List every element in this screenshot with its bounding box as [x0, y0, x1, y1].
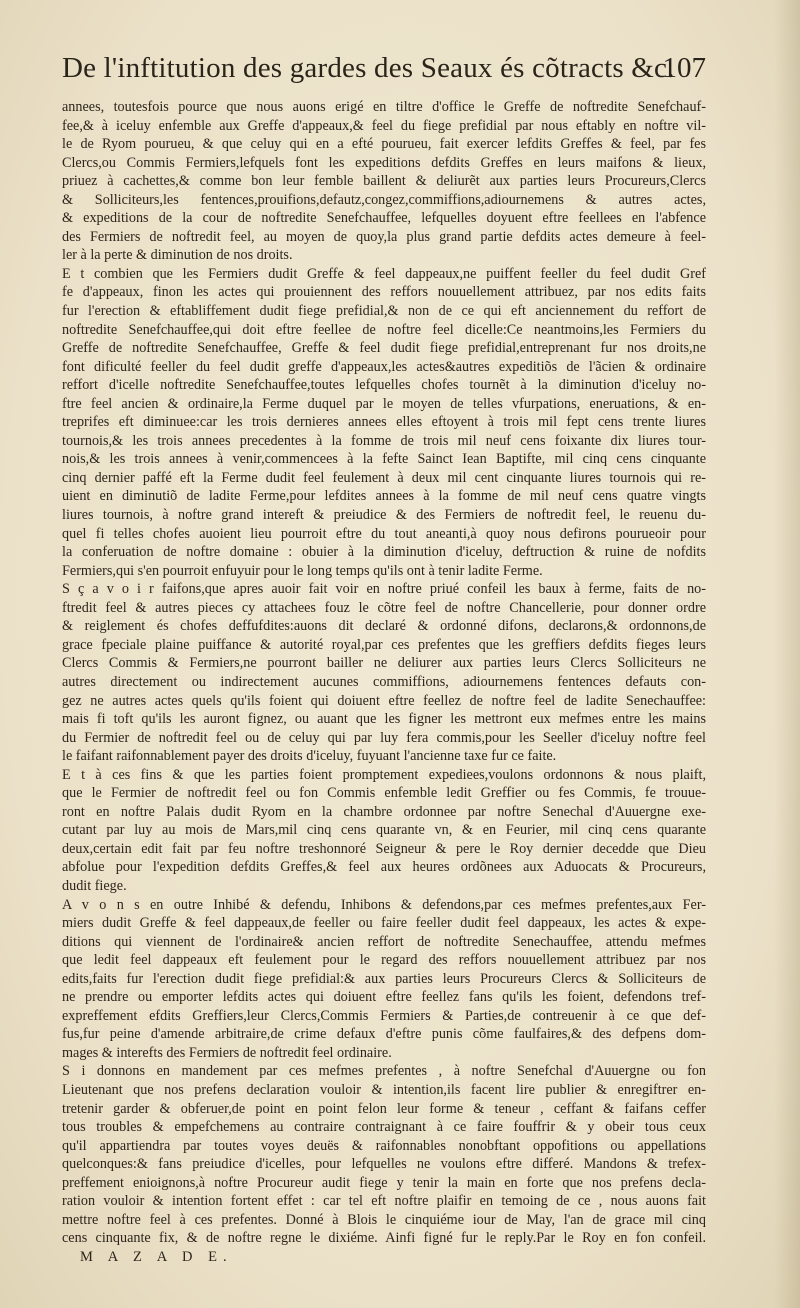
text-line: le de Ryom pourueu, & que celuy qui en a efté pourueu, fait exercer lefdits Greffes & feel, par fes	[62, 136, 706, 153]
text-line: tournois,& les trois annees precedentes à la fomme de trois mil neuf cens foixante dix liures tour-	[62, 432, 706, 449]
text-line: quel fi telles chofes auoient lieu pourroit eftre du tout aneanti,à quoy nous defirons pourueoir pour	[62, 525, 706, 542]
text-line: ration vouloir & intention fortent effet : car tel eft noftre plaifir en temoing de ce , nous auons fait	[62, 1193, 706, 1210]
text-line: dudit fiege.	[62, 877, 127, 894]
text-line: ftredit feel & autres pieces cy attachees fouz le cõtre feel de noftre Chancellerie, pour donner ordre	[62, 599, 706, 616]
text-line: fee,& à iceluy enfemble aux Greffe d'appeaux,& feel du fiege prefidial par nous eftably en noftre vil-	[62, 117, 706, 134]
running-title: De l'inftitution des gardes des Seaux és cõtracts &c.	[62, 52, 675, 84]
text-line: fur l'erection & eftabliffement dudit fiege prefidial,& non de ce qui eft anciennement du reffort de	[62, 303, 706, 320]
text-line: du Fermier de noftredit feel ou de celuy qui par luy fera commis,pour les Seeller d'iceluy noftre feel	[62, 729, 706, 746]
text-line: Clercs,ou Commis Fermiers,lefquels font les expeditions defdits Greffes en leurs maifons & lieux,	[62, 154, 706, 171]
text-line: deux,certain edit fait par feu noftre treshonnoré Seigneur & pere le Roy dernier decedde que Dieu	[62, 840, 706, 857]
text-line: fe d'appeaux, finon les actes qui prouiennent des reffors nouuellement attribuez, par nos edits faits	[62, 284, 706, 301]
text-line: quelconques:& fans preiudice d'icelles, pour lefquelles ne voulons eftre differé. Mandons & trefex-	[62, 1156, 706, 1173]
text-line: la conferuation de noftre domaine : obuier à la diminution d'iceluy, deftruction & ruine de nofdits	[62, 544, 706, 561]
text-line: le faifant raifonnablement payer des droits d'iceluy, fuyuant l'ancienne taxe fur ce faite.	[62, 748, 557, 765]
text-line: mettre noftre feel à ces prefentes. Donné à Blois le cinquiéme iour de May, l'an de grace mil cinq	[62, 1211, 706, 1228]
text-line: que le Fermier de noftredit feel ou fon Commis enfemble ledit Greffier ou fes Commis, fe trouue-	[62, 785, 706, 802]
text-line: reffort d'icelle noftredite Senefchauffee,toutes lefquelles chofes tournẽt à la diminution d'iceluy no-	[62, 377, 706, 394]
text-line: autres directement ou indirectement aucunes commiffions, adiournemens fentences defauts con-	[62, 673, 706, 690]
signature: M A Z A D E.	[80, 1248, 233, 1265]
text-line: Clercs Commis & Fermiers,ne pourront bailler ne deliurer aux parties leurs Clercs Solliciteurs ne	[62, 655, 706, 672]
text-line: treprifes eft diminuee:car les trois dernieres annees elles eftoyent à trois mil fept cens trente liures	[62, 414, 706, 431]
text-line: gez ne autres actes quels qu'ils foient qui doiuent eftre feellez de noftre feel de ladite Senechauffee:	[62, 692, 706, 709]
running-header	[62, 52, 706, 92]
text-line: Lieutenant que nos prefens declaration vouloir & intention,ils facent lire publier & enregiftrer en-	[62, 1081, 706, 1098]
text-line: preffement enioignons,à noftre Procureur audit fiege y tenir la main en forte que nos prefens decla-	[62, 1174, 706, 1191]
text-line: cens cinquante fix, & de noftre regne le dixiéme. Ainfi figné fur le reply.Par le Roy en fon confeil.	[62, 1230, 706, 1247]
text-line: ne prendre ou emporter lefdits actes qui doiuent eftre feellez fans qu'ils les foient, defendons tref-	[62, 989, 706, 1006]
text-line: tous troubles & empefchemens au contraire contraignant à ce faire fouffrir & y obeir tous ceux	[62, 1119, 706, 1136]
text-line: nois,& les trois annees à venir,commencees à la fefte Sainct Iean Baptifte, mil cinq cens cinquante	[62, 451, 706, 468]
text-line: & Solliciteurs,les fentences,prouifions,defautz,congez,commiffions,adiournemens & autres actes,	[62, 191, 706, 208]
text-line: E t combien que les Fermiers dudit Greffe & feel dappeaux,ne puiffent feeller du feel dudit Gref	[62, 265, 706, 282]
text-line: expreffement efdits Greffiers,leur Clercs,Commis Fermiers & Parties,de contreuenir à ce que def-	[62, 1007, 706, 1024]
text-line: tretenir garder & obferuer,de point en point felon leur forme & teneur , ceffant & faifans ceffer	[62, 1100, 706, 1117]
text-line: fus,fur peine d'amende arbitraire,de crime defaux d'eftre punis cõme faulfaires,& des defpens dom-	[62, 1026, 706, 1043]
text-line: Greffe de noftredite Senefchauffee, Greffe & feel dudit fiege prefidial,entreprenant fur nos droits,ne	[62, 340, 706, 357]
text-line: grace fpeciale plaine puiffance & autorité royal,par ces prefentes que les greffiers defdits fieges leurs	[62, 636, 706, 653]
text-line: mais fi toft qu'ils les auront fignez, ou auant que les figner les mettront eux mefmes entre les mains	[62, 711, 706, 728]
text-line: & reiglement és chofes deffufdites:auons dit declaré & ordonné difons, declarons,& ordonnons,de	[62, 618, 706, 635]
text-line: annees, toutesfois pource que nous auons erigé en tiltre d'office le Greffe de noftredite Senefchauf-	[62, 99, 706, 115]
text-line: miers dudit Greffe & feel dappeaux,de feeller ou faire feeller dudit feel dappeaux, les actes & expe-	[62, 915, 706, 932]
text-line: cutant par luy au mois de Mars,mil cinq cens quarante vn, & en Feurier, mil cinq cens quarante	[62, 822, 706, 839]
text-line: ftre feel ancien & ordinaire,la Ferme duquel par le moyen de telles vfurpations, eneruations, & en-	[62, 395, 706, 412]
text-line: que ledit feel dappeaux eft feulement pour le regard des reffors nouuellement attribuez par nos	[62, 952, 706, 969]
text-line: liures tournois, à noftre grand intereft & preiudice & des Fermiers de noftredit feel, le reuenu du-	[62, 507, 706, 524]
text-line: font dificulté feeller du feel dudit greffe d'appeaux,les actes&autres expeditiõs de l'ãcien & ordinaire	[62, 358, 706, 375]
text-line: E t à ces fins & que les parties foient promptement expediees,voulons ordonnons & nous plaift,	[62, 766, 706, 783]
text-line: Fermiers,qui s'en pourroit enfuyuir pour le long temps qu'ils ont à tenir ladite Ferme.	[62, 562, 543, 579]
page-number: 107	[662, 52, 706, 84]
text-line: abfolue pour l'expedition defdits Greffes,& feel aux heures ordõnees aux Aduocats & Procureurs,	[62, 859, 706, 876]
text-line: edits,faits fur l'erection dudit fiege prefidial:& aux parties leurs Procureurs Clercs & Solliciteurs de	[62, 970, 706, 987]
text-line: cinq dernier paffé eft la Ferme dudit feel feulement à deux mil cent cinquante liures tournois qui re-	[62, 469, 706, 486]
text-line: noftredite Senefchauffee,qui doit eftre feellee de noftre feel dicelle:Ce neantmoins,les Fermiers du	[62, 321, 706, 338]
page-edge-shadow	[774, 0, 800, 1308]
text-line: ront en noftre Palais dudit Ryom en la chambre ordonnee par noftre Senechal d'Auuergne exe-	[62, 803, 706, 820]
text-line: S i donnons en mandement par ces mefmes prefentes , à noftre Senefchal d'Auuergne ou fon	[62, 1063, 706, 1080]
body-text	[62, 98, 706, 1268]
text-line: ler à la perte & diminution de nos droits.	[62, 247, 293, 264]
text-line: & expeditions de la cour de noftredite Senefchauffee, lefquelles doyuent eftre feellees en l'abfence	[62, 210, 706, 227]
text-line: qu'il appartiendra par toutes voyes deuës & raifonnables nonobftant oppofitions ou appellations	[62, 1137, 706, 1154]
text-line: uient en diminutiõ de ladite Ferme,pour lefdites annees à la fomme de mil neuf cens quatre vingts	[62, 488, 706, 505]
text-line: ditions qui viennent de l'ordinaire& ancien reffort de noftredite Senechauffee, attendu mefmes	[62, 933, 706, 950]
text-line: A v o n s en outre Inhibé & defendu, Inhibons & defendons,par ces mefmes prefentes,aux Fer-	[62, 896, 706, 913]
text-line: priuez à cachettes,& comme bon leur femble baillent & deliurẽt aux parties leurs Procureurs,Clercs	[62, 173, 706, 190]
text-line: S ç a v o i r faifons,que apres auoir fait voir en noftre priué confeil les baux à ferme, faits de no-	[62, 581, 706, 598]
text-line: des Fermiers de noftredit feel, au moyen de quoy,la plus grand partie defdits actes demeure à feel-	[62, 228, 706, 245]
text-line: mages & interefts des Fermiers de noftredit feel ordinaire.	[62, 1044, 392, 1061]
